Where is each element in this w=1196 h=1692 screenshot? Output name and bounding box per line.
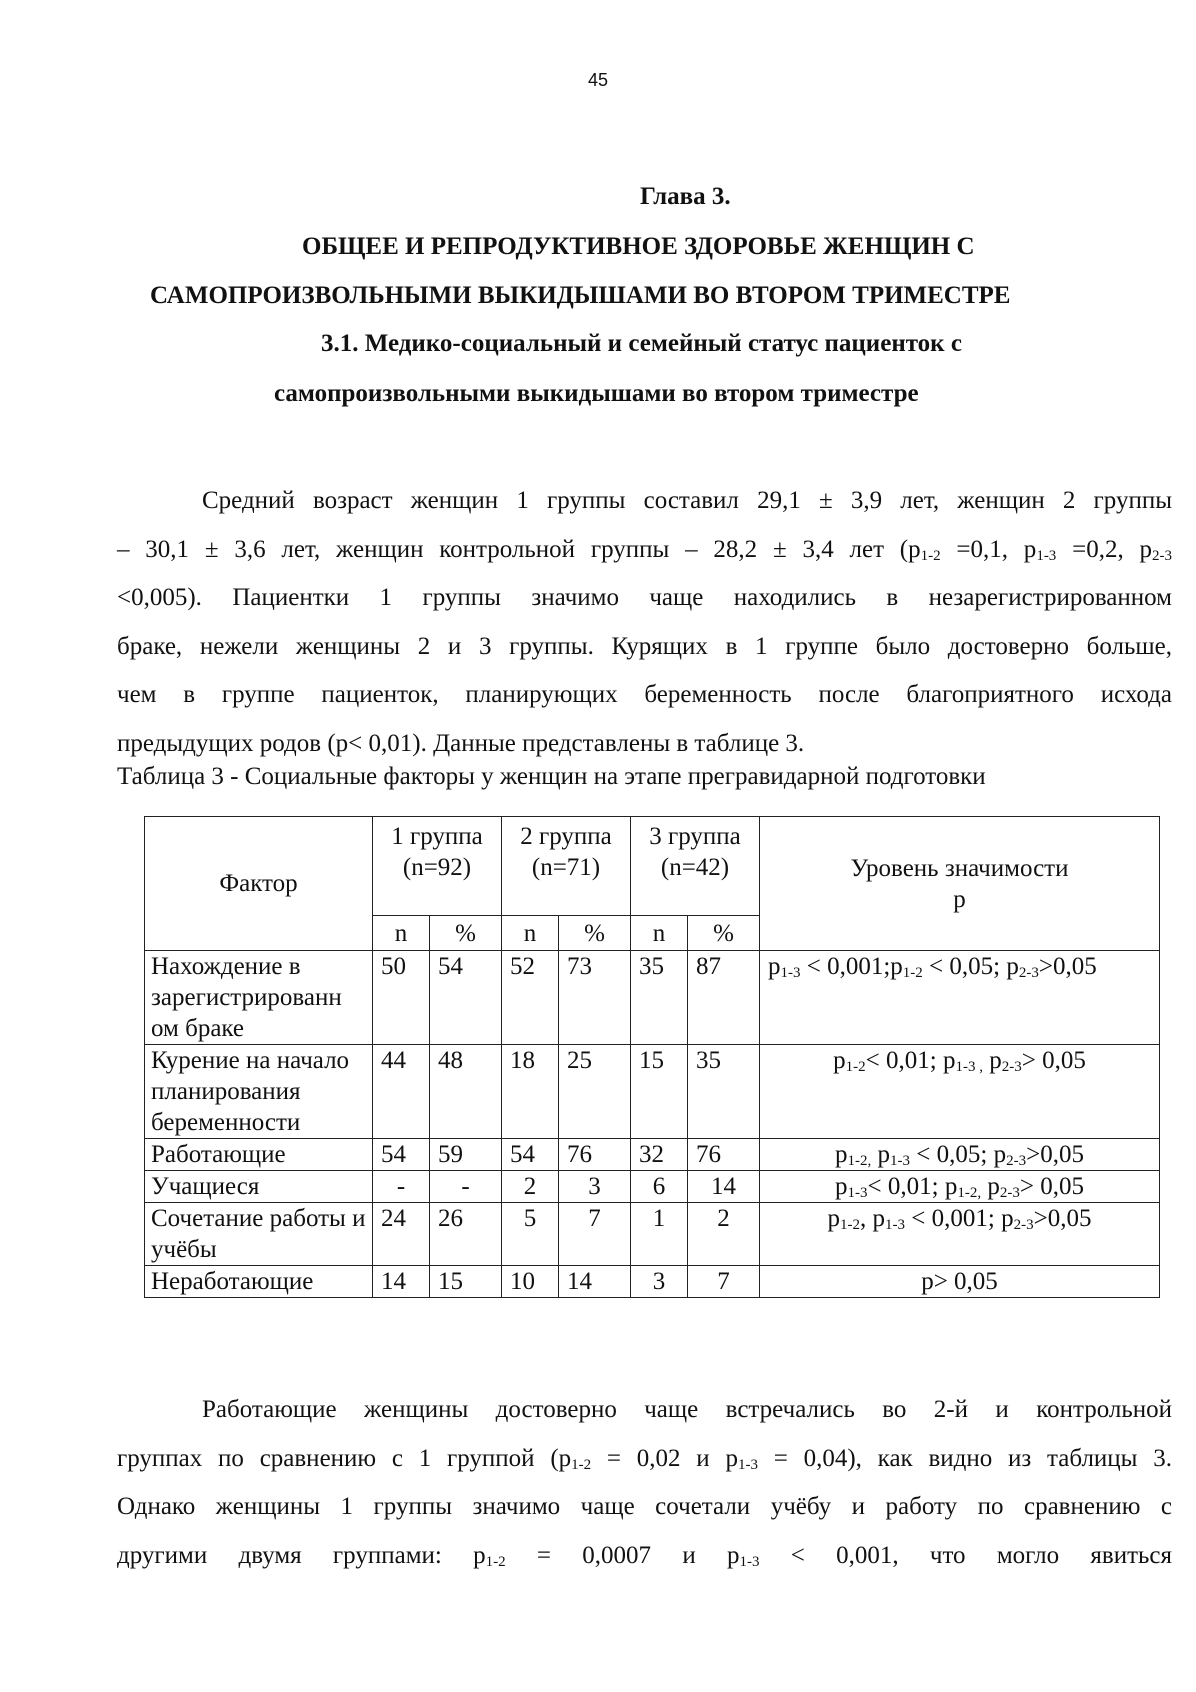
cell-value: 18 <box>502 1045 559 1139</box>
cell-value: 15 <box>430 1266 502 1298</box>
cell-value: - <box>430 1171 502 1203</box>
cell-value: 59 <box>430 1139 502 1171</box>
cell-value: 54 <box>373 1139 430 1171</box>
header-group-2: 2 группа (n=71) <box>502 817 631 916</box>
cell-value: 2 <box>502 1171 559 1203</box>
cell-value: 44 <box>373 1045 430 1139</box>
cell-value: 25 <box>559 1045 631 1139</box>
chapter-label: Глава 3. <box>640 183 731 210</box>
paragraph-1-line-1: Средний возраст женщин 1 группы составил 29,1 ± 3,9 лет, женщин 2 группы <box>202 487 1172 514</box>
cell-value: 2 <box>688 1203 760 1266</box>
table-row <box>145 951 1160 1045</box>
paragraph-1-line-6: предыдущих родов (p< 0,01). Данные представлены в таблице 3. <box>117 729 805 757</box>
cell-value: 76 <box>559 1139 631 1171</box>
cell-value: 35 <box>688 1045 760 1139</box>
section-title-line1: 3.1. Медико-социальный и семейный статус пациенток с <box>321 330 962 357</box>
row-significance: $p_{1-2}< 0,01$; $p_{1-3 ,}$ $p_{2-3}> 0,05$ <box>760 1045 1160 1139</box>
cell-value: 7 <box>559 1203 631 1266</box>
cell-value: 26 <box>430 1203 502 1266</box>
table-row <box>145 1139 1160 1171</box>
table-row <box>145 1045 1160 1139</box>
social-factors-table <box>144 816 1160 1298</box>
cell-value: 52 <box>502 951 559 1045</box>
cell-value: 73 <box>559 951 631 1045</box>
cell-value: 50 <box>373 951 430 1045</box>
cell-value: 15 <box>631 1045 688 1139</box>
cell-value: 76 <box>688 1139 760 1171</box>
row-factor: Учащиеся <box>145 1171 373 1203</box>
paragraph-2-line-4: другими двумя группами: $p_{1-2} = 0,0007$ и $p_{1-3} < 0,001$, что могло явиться <box>117 1541 1172 1570</box>
section-title-line2: самопроизвольными выкидышами во втором триместре <box>274 380 919 407</box>
cell-value: 6 <box>631 1171 688 1203</box>
paragraph-1 <box>117 477 1172 768</box>
table-caption: Таблица 3 - Социальные факторы у женщин на этапе прегравидарной подготовки <box>117 763 986 790</box>
header-n: n <box>631 916 688 951</box>
cell-value: 3 <box>631 1266 688 1298</box>
paragraph-2-line-2: группах по сравнению с 1 группой ($p_{1-2} = 0,02$ и $p_{1-3} = 0,04$), как видно из таблицы 3. <box>117 1444 1172 1473</box>
cell-value: 7 <box>688 1266 760 1298</box>
row-factor: Сочетание работы и учёбы <box>145 1203 373 1266</box>
header-pct: % <box>688 916 760 951</box>
header-n: n <box>373 916 430 951</box>
paragraph-2-line-1: Работающие женщины достоверно чаще встречались во 2-й и контрольной <box>202 1396 1172 1423</box>
chapter-title-line1: ОБЩЕЕ И РЕПРОДУКТИВНОЕ ЗДОРОВЬЕ ЖЕНЩИН С <box>302 233 975 260</box>
cell-value: 35 <box>631 951 688 1045</box>
cell-value: 5 <box>502 1203 559 1266</box>
cell-value: 10 <box>502 1266 559 1298</box>
cell-value: 54 <box>430 951 502 1045</box>
header-n: n <box>502 916 559 951</box>
row-significance: $p_{1-3}$ < $0,001;p_{1-2} < 0,05$; $p_{2-3}>0,05$ <box>760 951 1160 1045</box>
paragraph-1-line-5: чем в группе пациенток, планирующих беременность после благоприятного исхода <box>117 681 1172 708</box>
cell-value: 3 <box>559 1171 631 1203</box>
paragraph-1-line-4: браке, нежели женщины 2 и 3 группы. Курящих в 1 группе было достоверно больше, <box>117 632 1172 660</box>
cell-value: 87 <box>688 951 760 1045</box>
paragraph-2 <box>117 1386 1172 1580</box>
chapter-title-line2: САМОПРОИЗВОЛЬНЫМИ ВЫКИДЫШАМИ ВО ВТОРОМ ТРИМЕСТРЕ <box>150 282 1011 309</box>
cell-value: 54 <box>502 1139 559 1171</box>
table-row <box>145 1266 1160 1298</box>
header-group-1: 1 группа (n=92) <box>373 817 502 916</box>
row-factor: Неработающие <box>145 1266 373 1298</box>
header-pct: % <box>559 916 631 951</box>
cell-value: 48 <box>430 1045 502 1139</box>
header-factor: Фактор <box>145 817 373 951</box>
row-factor: Нахождение в зарегистрированн ом браке <box>145 951 373 1045</box>
cell-value: 24 <box>373 1203 430 1266</box>
header-significance: Уровень значимости p <box>760 817 1160 951</box>
cell-value: 32 <box>631 1139 688 1171</box>
row-significance: $p_{1-2}$, $p_{1-3} < 0,001$; $p_{2-3}>0,05$ <box>760 1203 1160 1266</box>
paragraph-1-line-3: <0,005). Пациентки 1 группы значимо чаще находились в незарегистрированном <box>117 584 1172 611</box>
cell-value: 1 <box>631 1203 688 1266</box>
paragraph-1-line-2: – 30,1 ± 3,6 лет, женщин контрольной группы – 28,2 ± 3,4 лет ($p_{1-2} =0,1$, $p_{1-3} =0,2$, $p_{2-3}$ <box>117 535 1172 564</box>
cell-value: 14 <box>373 1266 430 1298</box>
row-significance: $p_{1-3}< 0,01$; $p_{1-2,}$ $p_{2-3}> 0,05$ <box>760 1171 1160 1203</box>
cell-value: - <box>373 1171 430 1203</box>
paragraph-2-line-3: Однако женщины 1 группы значимо чаще сочетали учёбу и работу по сравнению с <box>117 1493 1172 1520</box>
table-row <box>145 1203 1160 1266</box>
page-number: 45 <box>587 70 609 90</box>
row-factor: Курение на начало планирования беременности <box>145 1045 373 1139</box>
table-header-row <box>145 817 1160 916</box>
cell-value: 14 <box>688 1171 760 1203</box>
cell-value: 14 <box>559 1266 631 1298</box>
table-row <box>145 1171 1160 1203</box>
row-significance: p> 0,05 <box>760 1266 1160 1298</box>
row-factor: Работающие <box>145 1139 373 1171</box>
header-group-3: 3 группа (n=42) <box>631 817 760 916</box>
header-pct: % <box>430 916 502 951</box>
row-significance: $p_{1-2,}$ $p_{1-3} < 0,05$; $p_{2-3}>0,05$ <box>760 1139 1160 1171</box>
